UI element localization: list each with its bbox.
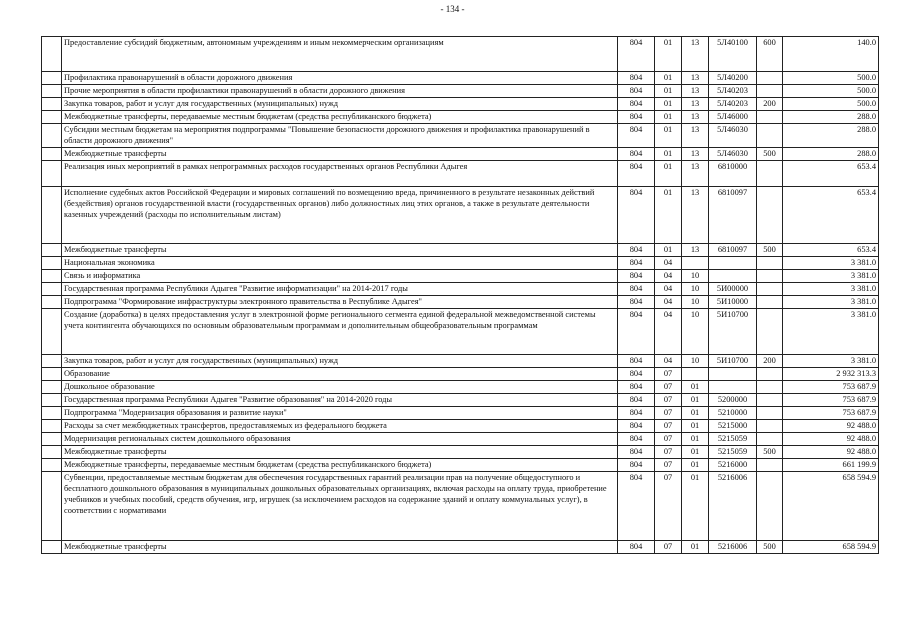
table-row xyxy=(42,541,879,554)
row-margin-cell xyxy=(42,148,62,161)
expense-name-cell: Связь и информатика xyxy=(62,270,618,283)
budget-table xyxy=(41,36,879,554)
rz-cell: 07 xyxy=(655,472,682,541)
rz-cell: 07 xyxy=(655,381,682,394)
csr-cell: 5200000 xyxy=(709,394,757,407)
vr-cell xyxy=(757,433,783,446)
ved-cell: 804 xyxy=(618,407,655,420)
table-body xyxy=(42,37,879,554)
expense-name-cell: Прочие мероприятия в области профилактики правонарушений в области дорожного движения xyxy=(62,85,618,98)
row-margin-cell xyxy=(42,187,62,244)
table-row xyxy=(42,296,879,309)
expense-name-cell: Субсидии местным бюджетам на мероприятия подпрограммы "Повышение безопасности дорожного движения и профилактика правонарушений в области дорожного движения" xyxy=(62,124,618,148)
rz-cell: 04 xyxy=(655,309,682,355)
row-margin-cell xyxy=(42,355,62,368)
rz-cell: 01 xyxy=(655,98,682,111)
rz-cell: 07 xyxy=(655,407,682,420)
amount-cell: 661 199.9 xyxy=(783,459,879,472)
vr-cell xyxy=(757,394,783,407)
vr-cell: 500 xyxy=(757,446,783,459)
table-row xyxy=(42,37,879,72)
ved-cell: 804 xyxy=(618,37,655,72)
rz-cell: 01 xyxy=(655,111,682,124)
rz-cell: 01 xyxy=(655,124,682,148)
rz-cell: 04 xyxy=(655,270,682,283)
rz-cell: 07 xyxy=(655,541,682,554)
pr-cell xyxy=(682,368,709,381)
table-row xyxy=(42,355,879,368)
row-margin-cell xyxy=(42,433,62,446)
expense-name-cell: Создание (доработка) в целях предоставления услуг в электронной форме регионального сегмента единой федеральной межведомственной системы учета контингента обучающихся по основным образовательным программам и дополнительным общеобразовательным программам xyxy=(62,309,618,355)
amount-cell: 753 687.9 xyxy=(783,407,879,420)
vr-cell xyxy=(757,161,783,187)
pr-cell: 13 xyxy=(682,187,709,244)
expense-name-cell: Закупка товаров, работ и услуг для государственных (муниципальных) нужд xyxy=(62,355,618,368)
vr-cell: 500 xyxy=(757,148,783,161)
expense-name-cell: Дошкольное образование xyxy=(62,381,618,394)
amount-cell: 658 594.9 xyxy=(783,472,879,541)
row-margin-cell xyxy=(42,446,62,459)
csr-cell: 5215000 xyxy=(709,420,757,433)
expense-name-cell: Предоставление субсидий бюджетным, автономным учреждениям и иным некоммерческим организациям xyxy=(62,37,618,72)
pr-cell: 13 xyxy=(682,111,709,124)
csr-cell: 5И10700 xyxy=(709,309,757,355)
amount-cell: 3 381.0 xyxy=(783,257,879,270)
ved-cell: 804 xyxy=(618,283,655,296)
rz-cell: 01 xyxy=(655,244,682,257)
vr-cell xyxy=(757,381,783,394)
amount-cell: 92 488.0 xyxy=(783,446,879,459)
table-row xyxy=(42,270,879,283)
ved-cell: 804 xyxy=(618,85,655,98)
amount-cell: 3 381.0 xyxy=(783,270,879,283)
rz-cell: 01 xyxy=(655,148,682,161)
ved-cell: 804 xyxy=(618,381,655,394)
csr-cell: 5215059 xyxy=(709,433,757,446)
amount-cell: 658 594.9 xyxy=(783,541,879,554)
rz-cell: 07 xyxy=(655,420,682,433)
csr-cell: 5216000 xyxy=(709,459,757,472)
table-row xyxy=(42,148,879,161)
pr-cell: 01 xyxy=(682,420,709,433)
table-row xyxy=(42,72,879,85)
ved-cell: 804 xyxy=(618,420,655,433)
ved-cell: 804 xyxy=(618,148,655,161)
expense-name-cell: Межбюджетные трансферты xyxy=(62,541,618,554)
table-row xyxy=(42,85,879,98)
ved-cell: 804 xyxy=(618,270,655,283)
csr-cell: 5Л46000 xyxy=(709,111,757,124)
rz-cell: 01 xyxy=(655,37,682,72)
rz-cell: 01 xyxy=(655,72,682,85)
vr-cell xyxy=(757,124,783,148)
amount-cell: 140.0 xyxy=(783,37,879,72)
csr-cell: 6810097 xyxy=(709,244,757,257)
row-margin-cell xyxy=(42,98,62,111)
amount-cell: 3 381.0 xyxy=(783,355,879,368)
vr-cell xyxy=(757,368,783,381)
ved-cell: 804 xyxy=(618,124,655,148)
expense-name-cell: Межбюджетные трансферты, передаваемые местным бюджетам (средства республиканского бюджета) xyxy=(62,459,618,472)
csr-cell: 6810000 xyxy=(709,161,757,187)
row-margin-cell xyxy=(42,459,62,472)
table-row xyxy=(42,459,879,472)
ved-cell: 804 xyxy=(618,446,655,459)
vr-cell: 500 xyxy=(757,541,783,554)
table-row xyxy=(42,407,879,420)
vr-cell: 200 xyxy=(757,355,783,368)
row-margin-cell xyxy=(42,296,62,309)
pr-cell: 13 xyxy=(682,124,709,148)
vr-cell xyxy=(757,257,783,270)
row-margin-cell xyxy=(42,257,62,270)
row-margin-cell xyxy=(42,368,62,381)
table-row xyxy=(42,381,879,394)
expense-name-cell: Реализация иных мероприятий в рамках непрограммных расходов государственных органов Республики Адыгея xyxy=(62,161,618,187)
pr-cell: 01 xyxy=(682,381,709,394)
table-row xyxy=(42,283,879,296)
row-margin-cell xyxy=(42,85,62,98)
amount-cell: 653.4 xyxy=(783,244,879,257)
csr-cell: 5Л40203 xyxy=(709,98,757,111)
amount-cell: 92 488.0 xyxy=(783,433,879,446)
rz-cell: 04 xyxy=(655,296,682,309)
row-margin-cell xyxy=(42,124,62,148)
table-row xyxy=(42,244,879,257)
row-margin-cell xyxy=(42,309,62,355)
ved-cell: 804 xyxy=(618,296,655,309)
pr-cell: 01 xyxy=(682,459,709,472)
pr-cell: 13 xyxy=(682,244,709,257)
table-row xyxy=(42,394,879,407)
vr-cell xyxy=(757,420,783,433)
ved-cell: 804 xyxy=(618,355,655,368)
rz-cell: 01 xyxy=(655,187,682,244)
csr-cell xyxy=(709,257,757,270)
table-row xyxy=(42,187,879,244)
vr-cell: 600 xyxy=(757,37,783,72)
csr-cell: 5Л40100 xyxy=(709,37,757,72)
vr-cell xyxy=(757,309,783,355)
row-margin-cell xyxy=(42,420,62,433)
amount-cell: 500.0 xyxy=(783,98,879,111)
rz-cell: 04 xyxy=(655,257,682,270)
amount-cell: 753 687.9 xyxy=(783,381,879,394)
row-margin-cell xyxy=(42,541,62,554)
table-row xyxy=(42,161,879,187)
expense-name-cell: Модернизация региональных систем дошкольного образования xyxy=(62,433,618,446)
csr-cell: 5Л46030 xyxy=(709,124,757,148)
rz-cell: 01 xyxy=(655,85,682,98)
csr-cell: 5210000 xyxy=(709,407,757,420)
amount-cell: 288.0 xyxy=(783,148,879,161)
amount-cell: 653.4 xyxy=(783,187,879,244)
pr-cell: 13 xyxy=(682,98,709,111)
row-margin-cell xyxy=(42,283,62,296)
expense-name-cell: Расходы за счет межбюджетных трансфертов, предоставляемых из федерального бюджета xyxy=(62,420,618,433)
amount-cell: 653.4 xyxy=(783,161,879,187)
csr-cell: 6810097 xyxy=(709,187,757,244)
vr-cell xyxy=(757,459,783,472)
row-margin-cell xyxy=(42,72,62,85)
row-margin-cell xyxy=(42,111,62,124)
csr-cell xyxy=(709,381,757,394)
pr-cell: 10 xyxy=(682,296,709,309)
vr-cell xyxy=(757,187,783,244)
amount-cell: 500.0 xyxy=(783,85,879,98)
table-row xyxy=(42,446,879,459)
expense-name-cell: Межбюджетные трансферты xyxy=(62,446,618,459)
amount-cell: 500.0 xyxy=(783,72,879,85)
amount-cell: 3 381.0 xyxy=(783,283,879,296)
ved-cell: 804 xyxy=(618,541,655,554)
pr-cell: 13 xyxy=(682,37,709,72)
expense-name-cell: Закупка товаров, работ и услуг для государственных (муниципальных) нужд xyxy=(62,98,618,111)
csr-cell: 5215059 xyxy=(709,446,757,459)
vr-cell: 200 xyxy=(757,98,783,111)
ved-cell: 804 xyxy=(618,368,655,381)
row-margin-cell xyxy=(42,381,62,394)
row-margin-cell xyxy=(42,407,62,420)
pr-cell: 13 xyxy=(682,85,709,98)
ved-cell: 804 xyxy=(618,187,655,244)
vr-cell xyxy=(757,85,783,98)
row-margin-cell xyxy=(42,244,62,257)
pr-cell: 10 xyxy=(682,309,709,355)
rz-cell: 01 xyxy=(655,161,682,187)
rz-cell: 04 xyxy=(655,283,682,296)
pr-cell: 13 xyxy=(682,72,709,85)
vr-cell xyxy=(757,407,783,420)
expense-name-cell: Подпрограмма "Модернизация образования и развитие науки" xyxy=(62,407,618,420)
amount-cell: 288.0 xyxy=(783,124,879,148)
ved-cell: 804 xyxy=(618,98,655,111)
rz-cell: 07 xyxy=(655,433,682,446)
rz-cell: 07 xyxy=(655,368,682,381)
csr-cell: 5И00000 xyxy=(709,283,757,296)
table-row xyxy=(42,124,879,148)
amount-cell: 92 488.0 xyxy=(783,420,879,433)
table-row xyxy=(42,309,879,355)
expense-name-cell: Национальная экономика xyxy=(62,257,618,270)
page-number: - 134 - xyxy=(440,4,465,14)
pr-cell: 10 xyxy=(682,283,709,296)
pr-cell: 01 xyxy=(682,407,709,420)
table-row xyxy=(42,368,879,381)
table-row xyxy=(42,472,879,541)
vr-cell xyxy=(757,472,783,541)
ved-cell: 804 xyxy=(618,257,655,270)
csr-cell xyxy=(709,368,757,381)
ved-cell: 804 xyxy=(618,161,655,187)
table-row xyxy=(42,111,879,124)
ved-cell: 804 xyxy=(618,472,655,541)
rz-cell: 07 xyxy=(655,446,682,459)
expense-name-cell: Профилактика правонарушений в области дорожного движения xyxy=(62,72,618,85)
pr-cell: 01 xyxy=(682,472,709,541)
amount-cell: 753 687.9 xyxy=(783,394,879,407)
pr-cell: 01 xyxy=(682,394,709,407)
table-row xyxy=(42,257,879,270)
row-margin-cell xyxy=(42,270,62,283)
expense-name-cell: Межбюджетные трансферты xyxy=(62,148,618,161)
csr-cell: 5Л40200 xyxy=(709,72,757,85)
expense-name-cell: Образование xyxy=(62,368,618,381)
row-margin-cell xyxy=(42,37,62,72)
vr-cell xyxy=(757,296,783,309)
csr-cell: 5216006 xyxy=(709,541,757,554)
pr-cell: 01 xyxy=(682,433,709,446)
pr-cell: 13 xyxy=(682,148,709,161)
rz-cell: 04 xyxy=(655,355,682,368)
pr-cell: 10 xyxy=(682,270,709,283)
ved-cell: 804 xyxy=(618,72,655,85)
amount-cell: 2 932 313.3 xyxy=(783,368,879,381)
table-row xyxy=(42,420,879,433)
vr-cell xyxy=(757,283,783,296)
amount-cell: 288.0 xyxy=(783,111,879,124)
vr-cell: 500 xyxy=(757,244,783,257)
csr-cell: 5Л46030 xyxy=(709,148,757,161)
csr-cell: 5216006 xyxy=(709,472,757,541)
amount-cell: 3 381.0 xyxy=(783,296,879,309)
vr-cell xyxy=(757,270,783,283)
csr-cell: 5Л40203 xyxy=(709,85,757,98)
expense-name-cell: Межбюджетные трансферты, передаваемые местным бюджетам (средства республиканского бюджета) xyxy=(62,111,618,124)
rz-cell: 07 xyxy=(655,459,682,472)
expense-name-cell: Подпрограмма "Формирование инфраструктуры электронного правительства в Республике Адыгея" xyxy=(62,296,618,309)
ved-cell: 804 xyxy=(618,244,655,257)
pr-cell: 13 xyxy=(682,161,709,187)
amount-cell: 3 381.0 xyxy=(783,309,879,355)
ved-cell: 804 xyxy=(618,111,655,124)
rz-cell: 07 xyxy=(655,394,682,407)
expense-name-cell: Исполнение судебных актов Российской Федерации и мировых соглашений по возмещению вреда, причиненного в результате незаконных действий (бездействия) органов государственной власти (государственных органов) либо должностных лиц этих органов, а также в результате деятельности казенных учреждений (расходы по исполнительным листам) xyxy=(62,187,618,244)
row-margin-cell xyxy=(42,161,62,187)
expense-name-cell: Государственная программа Республики Адыгея "Развитие образования" на 2014-2020 годы xyxy=(62,394,618,407)
csr-cell: 5И10000 xyxy=(709,296,757,309)
table-row xyxy=(42,433,879,446)
row-margin-cell xyxy=(42,394,62,407)
csr-cell xyxy=(709,270,757,283)
pr-cell: 10 xyxy=(682,355,709,368)
csr-cell: 5И10700 xyxy=(709,355,757,368)
ved-cell: 804 xyxy=(618,433,655,446)
pr-cell: 01 xyxy=(682,446,709,459)
ved-cell: 804 xyxy=(618,394,655,407)
pr-cell: 01 xyxy=(682,541,709,554)
expense-name-cell: Межбюджетные трансферты xyxy=(62,244,618,257)
vr-cell xyxy=(757,72,783,85)
pr-cell xyxy=(682,257,709,270)
table-row xyxy=(42,98,879,111)
vr-cell xyxy=(757,111,783,124)
ved-cell: 804 xyxy=(618,309,655,355)
expense-name-cell: Субвенции, предоставляемые местным бюджетам для обеспечения государственных гарантий реализации прав на получение общедоступного и бесплатного дошкольного образования в муниципальных дошкольных образовательных организациях, включая расходы на оплату труда, приобретение учебников и учебных пособий, средств обучения, игр, игрушек (за исключением расходов на содержание зданий и оплату коммунальных услуг), в соответствии с нормативами xyxy=(62,472,618,541)
expense-name-cell: Государственная программа Республики Адыгея "Развитие информатизации" на 2014-2017 годы xyxy=(62,283,618,296)
ved-cell: 804 xyxy=(618,459,655,472)
row-margin-cell xyxy=(42,472,62,541)
